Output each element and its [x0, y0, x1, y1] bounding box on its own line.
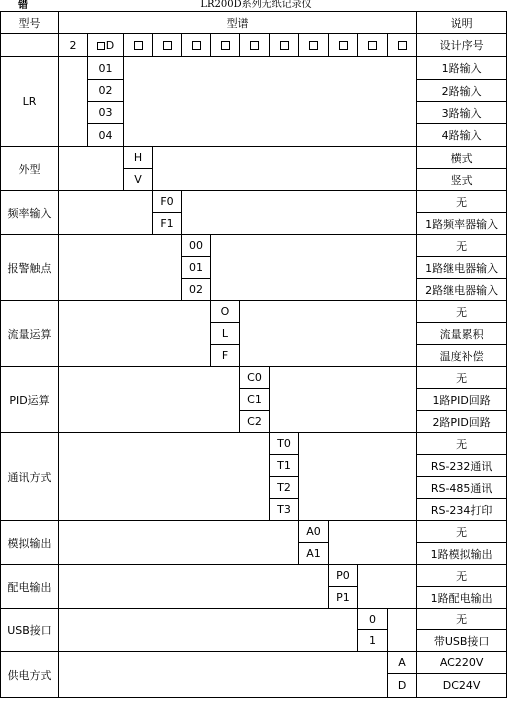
lr-desc: 1路输入 [417, 57, 507, 80]
placeholder-box-cell [299, 34, 329, 57]
comm-code: T2 [270, 477, 299, 499]
placeholder-box-icon [163, 41, 172, 50]
freq-desc: 1路频率器输入 [417, 213, 507, 235]
placeholder-box-icon [97, 42, 105, 50]
lr-code: 03 [88, 102, 124, 124]
category-analog: 模拟输出 [1, 521, 59, 565]
category-usb: USB接口 [1, 609, 59, 652]
shape-blank-right [153, 147, 417, 191]
analog-blank-left [59, 521, 299, 565]
comm-code: T1 [270, 455, 299, 477]
flow-blank-right [240, 301, 417, 367]
placeholder-box-icon [280, 41, 289, 50]
placeholder-box-cell [270, 34, 299, 57]
pid-code: C0 [240, 367, 270, 389]
flow-code: L [211, 323, 240, 345]
comm-code: T0 [270, 433, 299, 455]
analog-desc: 1路模拟输出 [417, 543, 507, 565]
freq-blank-right [182, 191, 417, 235]
category-supply: 供电方式 [1, 652, 59, 698]
lr-code: 01 [88, 57, 124, 80]
alarm-desc: 1路继电器输入 [417, 257, 507, 279]
pid-blank-left [59, 367, 240, 433]
usb-code: 0 [358, 609, 388, 630]
shape-desc: 竖式 [417, 169, 507, 191]
category-freq: 频率输入 [1, 191, 59, 235]
pid-code: C1 [240, 389, 270, 411]
placeholder-box-cell [182, 34, 211, 57]
lr-desc: 2路输入 [417, 80, 507, 102]
category-flow: 流量运算 [1, 301, 59, 367]
design-code-first: 2 [59, 34, 88, 57]
supply-desc: DC24V [417, 674, 507, 698]
analog-code: A1 [299, 543, 329, 565]
placeholder-box-icon [339, 41, 348, 50]
flow-code: F [211, 345, 240, 367]
alarm-desc: 无 [417, 235, 507, 257]
freq-blank-left [59, 191, 153, 235]
power-dist-desc: 1路配电输出 [417, 587, 507, 609]
power-dist-desc: 无 [417, 565, 507, 587]
supply-desc: AC220V [417, 652, 507, 674]
pid-desc: 2路PID回路 [417, 411, 507, 433]
shape-blank-left [59, 147, 124, 191]
freq-desc: 无 [417, 191, 507, 213]
pid-code: C2 [240, 411, 270, 433]
header-spectrum: 型谱 [59, 12, 417, 34]
alarm-code: 02 [182, 279, 211, 301]
flow-code: O [211, 301, 240, 323]
flow-desc: 温度补偿 [417, 345, 507, 367]
power-dist-blank-right [358, 565, 417, 609]
placeholder-box-icon [221, 41, 230, 50]
pid-desc: 无 [417, 367, 507, 389]
supply-code: A [388, 652, 417, 674]
supply-code: D [388, 674, 417, 698]
pid-blank-right [270, 367, 417, 433]
category-lr: LR [1, 57, 59, 147]
design-row-blank [1, 34, 59, 57]
comm-desc: 无 [417, 433, 507, 455]
placeholder-box-cell [358, 34, 388, 57]
power-dist-code: P1 [329, 587, 358, 609]
lr-code: 02 [88, 80, 124, 102]
category-shape: 外型 [1, 147, 59, 191]
usb-desc: 带USB接口 [417, 630, 507, 652]
category-comm: 通讯方式 [1, 433, 59, 521]
placeholder-box-cell [211, 34, 240, 57]
alarm-code: 00 [182, 235, 211, 257]
model-spectrum-table [0, 11, 507, 698]
usb-desc: 无 [417, 609, 507, 630]
comm-blank-right [299, 433, 417, 521]
comm-code: T3 [270, 499, 299, 521]
flow-blank-left [59, 301, 211, 367]
power-dist-blank-left [59, 565, 329, 609]
flow-desc: 无 [417, 301, 507, 323]
placeholder-box-icon [398, 41, 407, 50]
alarm-blank-left [59, 235, 182, 301]
design-code-suffix: D [105, 38, 115, 52]
comm-desc: RS-485通讯 [417, 477, 507, 499]
lr-code: 04 [88, 124, 124, 147]
analog-blank-right [329, 521, 417, 565]
flow-desc: 流量累积 [417, 323, 507, 345]
power-dist-code: P0 [329, 565, 358, 587]
placeholder-box-cell [124, 34, 153, 57]
comm-desc: RS-232通讯 [417, 455, 507, 477]
header-model-no: 型号 [1, 12, 59, 34]
placeholder-box-icon [250, 41, 259, 50]
shape-code: V [124, 169, 153, 191]
freq-code: F1 [153, 213, 182, 235]
alarm-desc: 2路继电器输入 [417, 279, 507, 301]
design-row-desc: 设计序号 [417, 34, 507, 57]
placeholder-box-cell [240, 34, 270, 57]
comm-blank-left [59, 433, 270, 521]
design-code-second [88, 34, 124, 57]
shape-code: H [124, 147, 153, 169]
placeholder-box-cell [388, 34, 417, 57]
document-title: LR200D系列无纸记录仪 [200, 0, 312, 10]
pid-desc: 1路PID回路 [417, 389, 507, 411]
freq-code: F0 [153, 191, 182, 213]
category-power-dist: 配电输出 [1, 565, 59, 609]
placeholder-box-icon [134, 41, 143, 50]
header-description: 说明 [417, 12, 507, 34]
placeholder-box-icon [192, 41, 201, 50]
lr-desc: 3路输入 [417, 102, 507, 124]
comm-desc: RS-234打印 [417, 499, 507, 521]
usb-blank-right [388, 609, 417, 652]
category-pid: PID运算 [1, 367, 59, 433]
alarm-blank-right [211, 235, 417, 301]
placeholder-box-icon [368, 41, 377, 50]
analog-code: A0 [299, 521, 329, 543]
alarm-code: 01 [182, 257, 211, 279]
analog-desc: 无 [417, 521, 507, 543]
usb-blank-left [59, 609, 358, 652]
shape-desc: 横式 [417, 147, 507, 169]
placeholder-box-cell [329, 34, 358, 57]
lr-blank-left [59, 57, 88, 147]
category-alarm: 报警触点 [1, 235, 59, 301]
placeholder-box-cell [153, 34, 182, 57]
corner-label: 错 [18, 0, 28, 11]
lr-desc: 4路输入 [417, 124, 507, 147]
supply-blank-left [59, 652, 388, 698]
usb-code: 1 [358, 630, 388, 652]
lr-blank-right [124, 57, 417, 147]
placeholder-box-icon [309, 41, 318, 50]
